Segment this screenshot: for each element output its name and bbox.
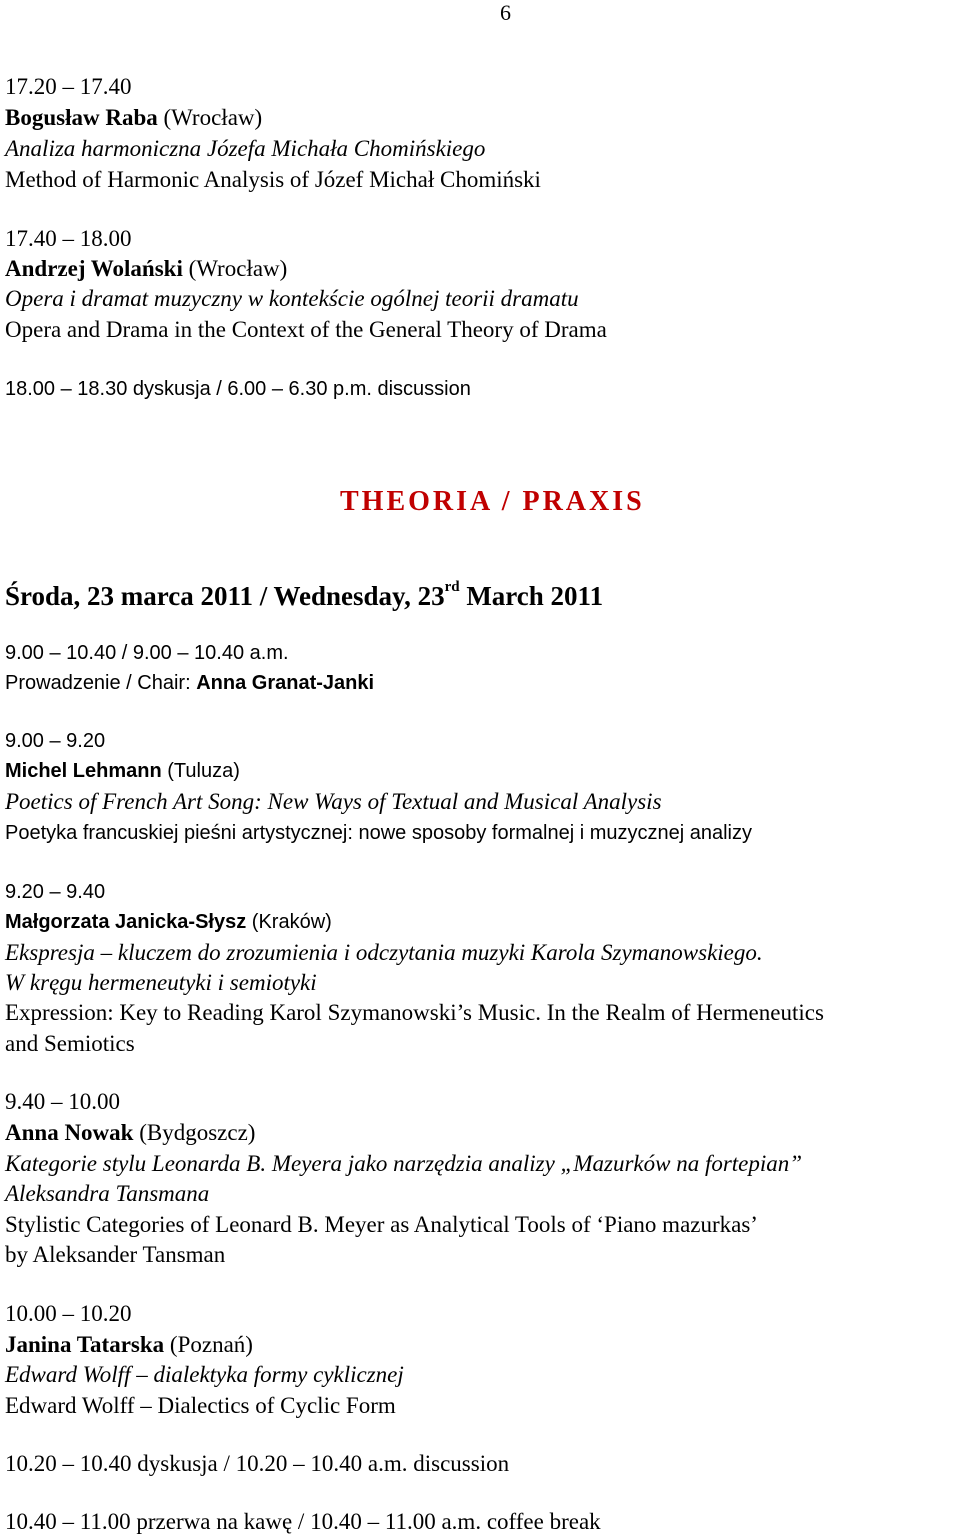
speaker-city: (Poznań)	[169, 1332, 253, 1357]
session-speaker-line	[5, 756, 240, 786]
session-title-pl-cont: Aleksandra Tansmana	[5, 1181, 210, 1206]
session-time: 17.20 – 17.40	[5, 74, 132, 99]
speaker-name: Michel Lehmann	[5, 760, 162, 782]
day-heading-prefix: Środa, 23 marca 2011 / Wednesday, 23	[5, 581, 445, 611]
session-time: 9.40 – 10.00	[5, 1089, 120, 1114]
session-title-en-cont: by Aleksander Tansman	[5, 1242, 226, 1267]
session-title-pl: Ekspresja – kluczem do zrozumienia i odczytania muzyki Karola Szymanowskiego.	[5, 940, 763, 965]
session-title-pl: Analiza harmoniczna Józefa Michała Chomińskiego	[5, 136, 486, 161]
session-title-en: Opera and Drama in the Context of the General Theory of Drama	[5, 317, 607, 342]
session-title-en: Edward Wolff – Dialectics of Cyclic Form	[5, 1393, 396, 1418]
session-time: 9.00 – 9.20	[5, 730, 106, 752]
speaker-name: Małgorzata Janicka-Słysz	[5, 911, 247, 933]
section-heading: THEORIA / PRAXIS	[340, 486, 645, 517]
session-title-pl: Poetyka francuskiej pieśni artystycznej: nowe sposoby formalnej i muzycznej analizy	[5, 822, 753, 844]
session-speaker-line	[5, 103, 262, 133]
session-title-pl: Kategorie stylu Leonarda B. Meyera jako narzędzia analizy „Mazurków na fortepian”	[5, 1151, 803, 1176]
session-title-pl-cont: W kręgu hermeneutyki i semiotyki	[5, 970, 317, 995]
session-speaker-line	[5, 1118, 255, 1148]
day-heading-sup: rd	[444, 579, 460, 595]
speaker-name: Anna Nowak	[5, 1120, 134, 1145]
session-title-pl: Edward Wolff – dialektyka formy cyklicznej	[5, 1362, 404, 1387]
speaker-name: Bogusław Raba	[5, 105, 158, 130]
speaker-name: Andrzej Wolański	[5, 256, 183, 281]
session-speaker-line	[5, 907, 332, 937]
session-title-en: Poetics of French Art Song: New Ways of Textual and Musical Analysis	[5, 789, 662, 814]
session-title-en: Stylistic Categories of Leonard B. Meyer as Analytical Tools of ‘Piano mazurkas’	[5, 1212, 758, 1237]
block-time: 9.00 – 10.40 / 9.00 – 10.40 a.m.	[5, 642, 289, 664]
speaker-name: Janina Tatarska	[5, 1332, 165, 1357]
speaker-city: (Wrocław)	[188, 256, 288, 281]
chair-name: Anna Granat-Janki	[196, 672, 375, 694]
speaker-city: (Wrocław)	[163, 105, 263, 130]
session-time: 10.00 – 10.20	[5, 1301, 132, 1326]
session-time: 17.40 – 18.00	[5, 226, 132, 251]
session-title-pl: Opera i dramat muzyczny w kontekście ogólnej teorii dramatu	[5, 286, 579, 311]
speaker-city: (Tuluza)	[167, 760, 240, 782]
chair-line	[5, 668, 374, 698]
day-heading-suffix: March 2011	[459, 581, 604, 611]
session-title-en-cont: and Semiotics	[5, 1031, 135, 1056]
session-speaker-line	[5, 1330, 253, 1360]
speaker-city: (Kraków)	[251, 911, 332, 933]
chair-label: Prowadzenie / Chair:	[5, 672, 197, 694]
discussion-line: 18.00 – 18.30 dyskusja / 6.00 – 6.30 p.m. discussion	[5, 378, 471, 400]
page-number: 6	[500, 0, 511, 25]
day-heading	[5, 573, 603, 614]
session-time: 9.20 – 9.40	[5, 881, 106, 903]
session-speaker-line	[5, 254, 287, 284]
speaker-city: (Bydgoszcz)	[139, 1120, 256, 1145]
session-title-en: Method of Harmonic Analysis of Józef Michał Chomiński	[5, 167, 541, 192]
coffee-break-line: 10.40 – 11.00 przerwa na kawę / 10.40 – 11.00 a.m. coffee break	[5, 1509, 601, 1534]
discussion-line: 10.20 – 10.40 dyskusja / 10.20 – 10.40 a.m. discussion	[5, 1451, 510, 1476]
session-title-en: Expression: Key to Reading Karol Szymanowski’s Music. In the Realm of Hermeneutics	[5, 1000, 824, 1025]
